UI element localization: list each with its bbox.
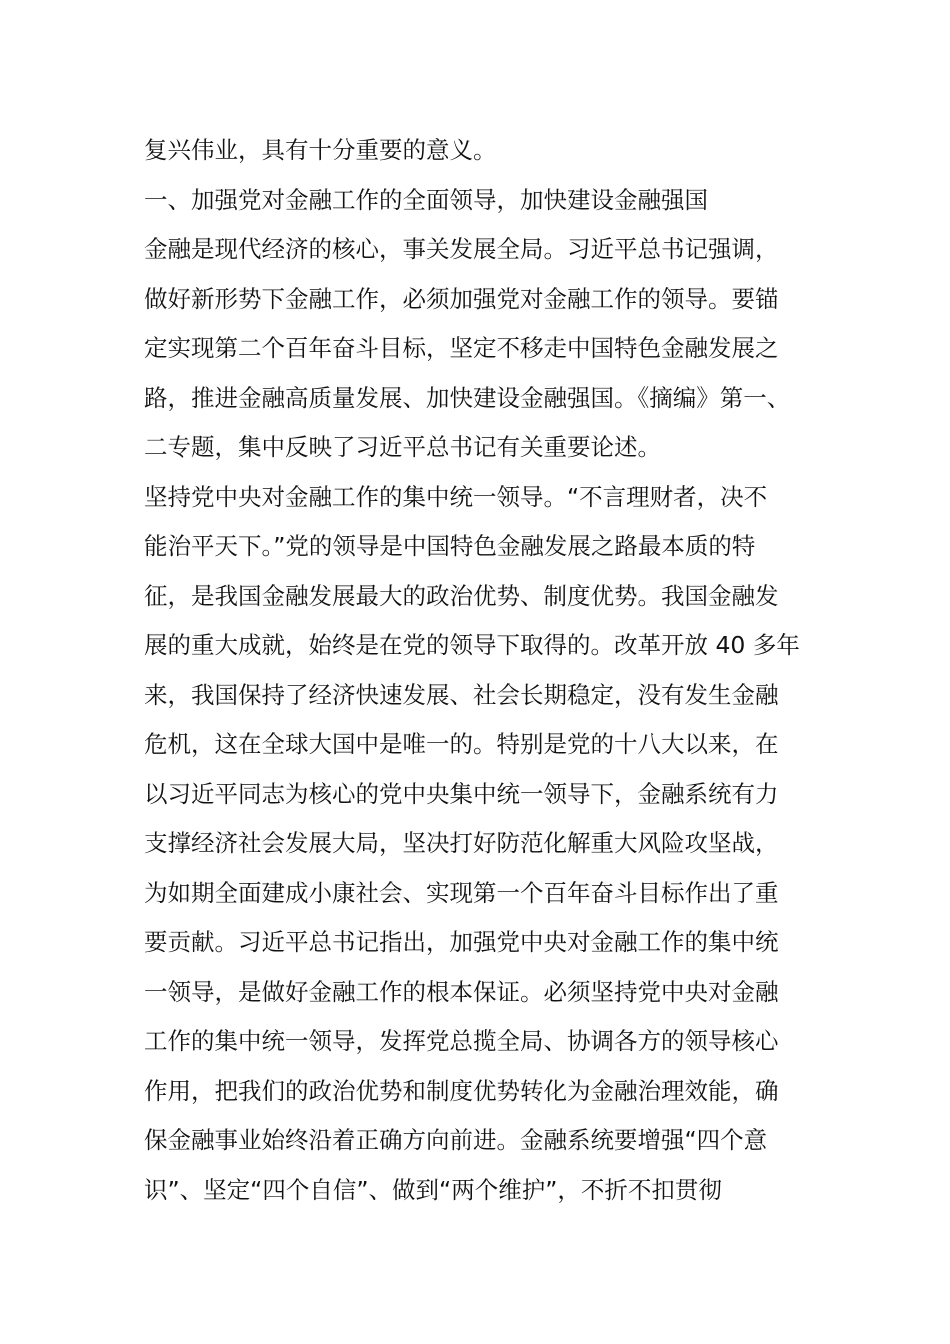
text-line: 识”、坚定“四个自信”、做到“两个维护”，不折不扣贯彻: [144, 1175, 722, 1204]
text-line: 复兴伟业，具有十分重要的意义。: [144, 136, 497, 164]
text-line: 做好新形势下金融工作，必须加强党对金融工作的领导。要锚: [144, 284, 779, 313]
text-line: 为如期全面建成小康社会、实现第一个百年奋斗目标作出了重: [144, 878, 779, 907]
section-heading: 一、加强党对金融工作的全面领导，加快建设金融强国: [144, 185, 708, 214]
text-line: 危机，这在全球大国中是唯一的。特别是党的十八大以来，在: [144, 730, 779, 758]
text-line: 一领导，是做好金融工作的根本保证。必须坚持党中央对金融: [144, 977, 779, 1006]
text-line: 保金融事业始终沿着正确方向前进。金融系统要增强“四个意: [144, 1126, 768, 1154]
text-line: 工作的集中统一领导，发挥党总揽全局、协调各方的领导核心: [144, 1027, 779, 1055]
text-line: 作用，把我们的政治优势和制度优势转化为金融治理效能，确: [144, 1076, 779, 1105]
text-line: 定实现第二个百年奋斗目标，坚定不移走中国特色金融发展之: [144, 334, 779, 362]
text-line: 以习近平同志为核心的党中央集中统一领导下，金融系统有力: [144, 779, 779, 808]
text-line: 金融是现代经济的核心，事关发展全局。习近平总书记强调，: [144, 235, 779, 263]
text-line: 征，是我国金融发展最大的政治优势、制度优势。我国金融发: [144, 581, 779, 610]
text-line: 二专题，集中反映了习近平总书记有关重要论述。: [144, 433, 661, 461]
text-line: 路，推进金融高质量发展、加快建设金融强国。《摘编》第一、: [144, 383, 791, 412]
text-line: 要贡献。习近平总书记指出，加强党中央对金融工作的集中统: [144, 928, 779, 956]
text-line: 坚持党中央对金融工作的集中统一领导。“不言理财者，决不: [144, 482, 768, 511]
document-body: [144, 126, 824, 1215]
text-line: 展的重大成就，始终是在党的领导下取得的。改革开放 40 多年: [144, 631, 800, 659]
text-line: 来，我国保持了经济快速发展、社会长期稳定，没有发生金融: [144, 680, 779, 709]
text-line: 能治平天下。”党的领导是中国特色金融发展之路最本质的特: [144, 532, 756, 560]
text-line: 支撑经济社会发展大局，坚决打好防范化解重大风险攻坚战，: [144, 829, 779, 857]
